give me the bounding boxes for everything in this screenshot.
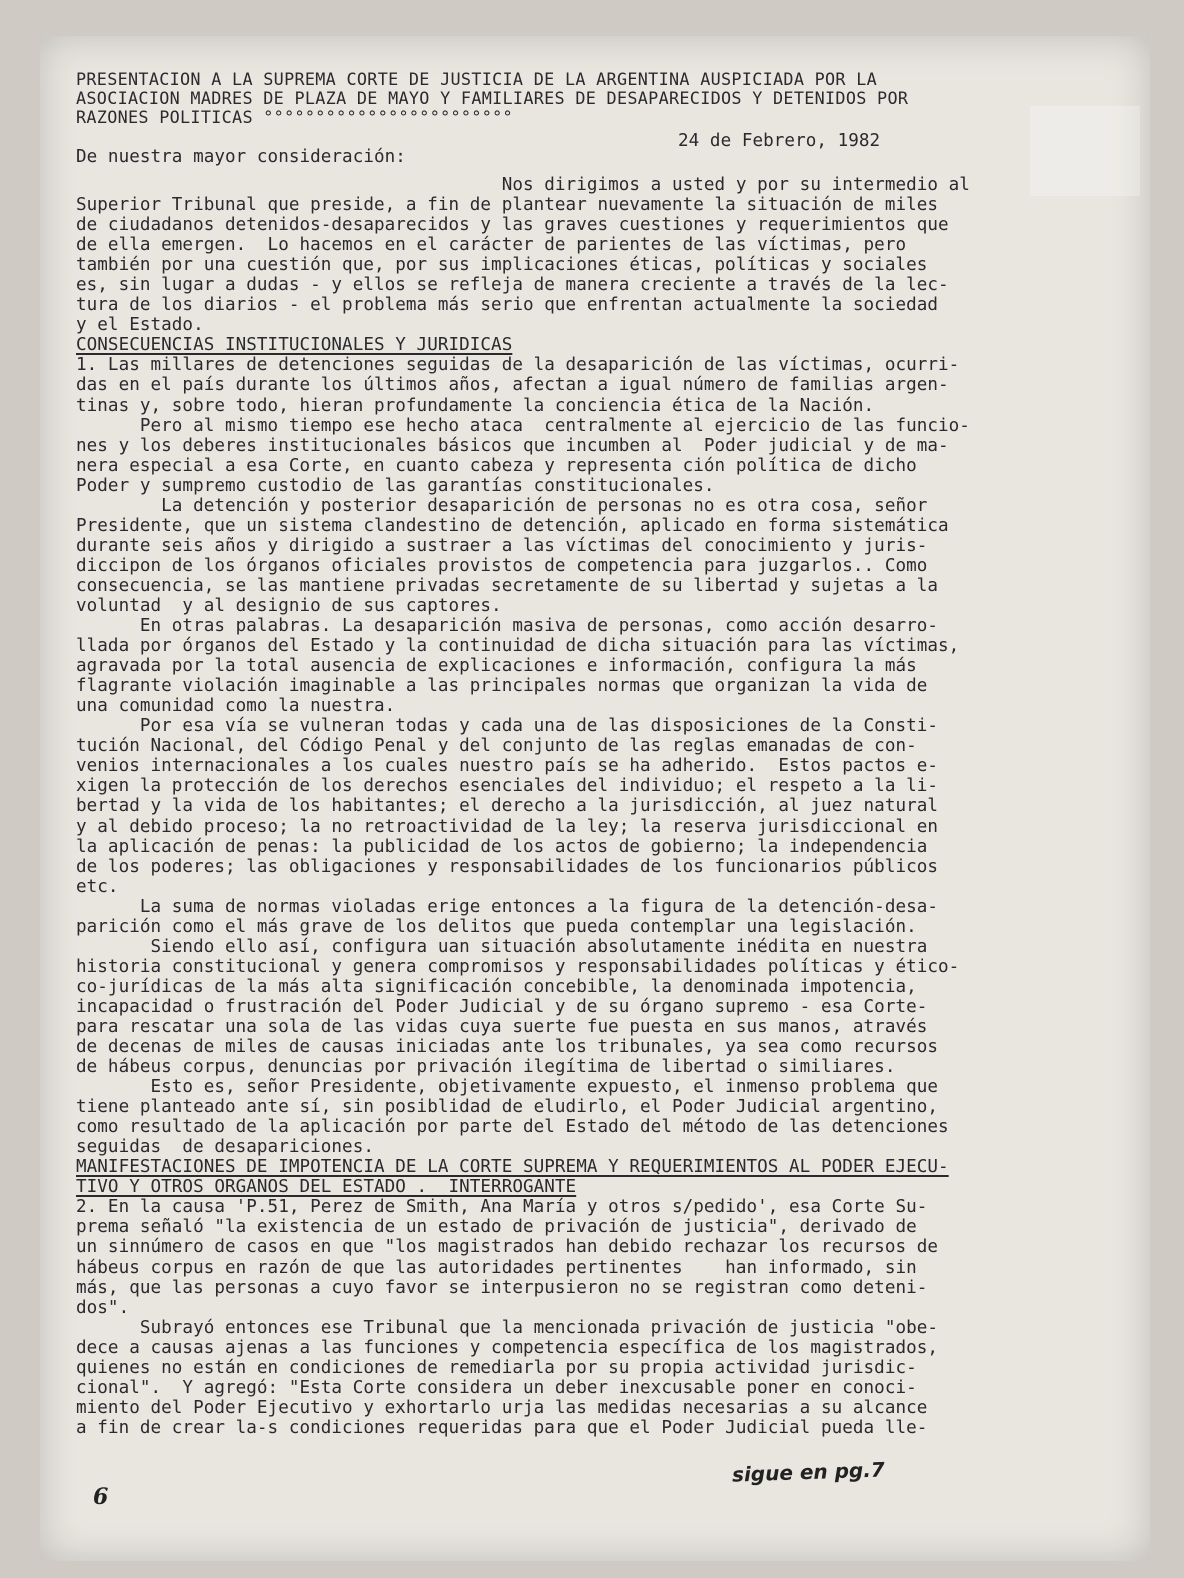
body-line: incapacidad o frustración del Poder Judicial y de su órgano supremo - esa Corte- <box>76 996 928 1017</box>
body-line: flagrante violación imaginable a las principales normas que organizan la vida de <box>76 676 928 697</box>
body-line: como resultado de la aplicación por parte del Estado del método de las detenciones <box>76 1117 949 1138</box>
body-line: un sinnúmero de casos en que "los magistrados han debido rechazar los recursos de <box>76 1237 939 1258</box>
body-line: Pero al mismo tiempo ese hecho ataca centralmente al ejercicio de las funcio- <box>76 415 970 436</box>
body-line: a fin de crear la-s condiciones requeridas para que el Poder Judicial pueda lle- <box>76 1417 928 1438</box>
body-line: hábeus corpus en razón de que las autoridades pertinentes han informado, sin <box>76 1257 917 1278</box>
body-line: dece a causas ajenas a las funciones y competencia específica de los magistrados, <box>76 1337 939 1358</box>
body-line: tiene planteado ante sí, sin posiblidad de eludirlo, el Poder Judicial argentino, <box>76 1097 939 1118</box>
body-line: miento del Poder Ejecutivo y exhortarlo urja las medidas necesarias a su alcance <box>76 1397 928 1418</box>
letter-salutation: De nuestra mayor consideración: <box>76 147 406 167</box>
body-line: co-jurídicas de la más alta significación concebible, la denominada impotencia, <box>76 976 917 997</box>
body-line: una comunidad como la nuestra. <box>76 696 396 717</box>
body-line: de ella emergen. Lo hacemos en el carácter de parientes de las víctimas, pero <box>76 235 907 256</box>
body-line: la aplicación de penas: la publicidad de los actos de gobierno; la independencia <box>76 836 928 857</box>
body-line: agravada por la total ausencia de explicaciones e información, configura la más <box>76 656 917 677</box>
body-line: tura de los diarios - el problema más serio que enfrentan actualmente la sociedad <box>76 295 939 316</box>
body-line: de hábeus corpus, denuncias por privación ilegítima de libertad o similiares. <box>76 1057 896 1078</box>
body-line: prema señaló "la existencia de un estado de privación de justicia", derivado de <box>76 1217 917 1238</box>
header-line: PRESENTACION A LA SUPREMA CORTE DE JUSTICIA DE LA ARGENTINA AUSPICIADA POR LA <box>76 69 878 89</box>
body-line: historia constitucional y genera compromisos y responsabilidades políticas y ético- <box>76 956 960 977</box>
body-line: durante seis años y dirigido a sustraer a las víctimas del conocimiento y juris- <box>76 535 928 556</box>
body-line: consecuencia, se las mantiene privadas secretamente de su libertad y sujetas a la <box>76 575 939 596</box>
body-line: La detención y posterior desaparición de personas no es otra cosa, señor <box>76 495 928 516</box>
document-content <box>76 70 1096 1438</box>
body-line: parición como el más grave de los delitos que pueda contemplar una legislación. <box>76 916 917 937</box>
header-line: ASOCIACION MADRES DE PLAZA DE MAYO Y FAMILIARES DE DESAPARECIDOS Y DETENIDOS POR <box>76 88 909 108</box>
body-line: de ciudadanos detenidos-desaparecidos y las graves cuestiones y requerimientos que <box>76 215 949 236</box>
body-line: etc. <box>76 876 119 897</box>
body-line: de los poderes; las obligaciones y responsabilidades de los funcionarios públicos <box>76 856 939 877</box>
body-line: y al debido proceso; la no retroactividad de la ley; la reserva jurisdiccional en <box>76 816 939 837</box>
section-heading: TIVO Y OTROS ORGANOS DEL ESTADO . INTERROGANTE <box>76 1177 577 1198</box>
letter-date: 24 de Febrero, 1982 <box>678 131 881 151</box>
page-number: 6 <box>93 1484 109 1510</box>
body-line: tución Nacional, del Código Penal y del conjunto de las reglas emanadas de con- <box>76 736 917 757</box>
handwritten-continue-note: sigue en pg.7 <box>731 1457 886 1487</box>
section-heading: MANIFESTACIONES DE IMPOTENCIA DE LA CORTE SUPREMA Y REQUERIMIENTOS AL PODER EJECU- <box>76 1157 949 1178</box>
body-line: dos". <box>76 1297 130 1318</box>
body-line: bertad y la vida de los habitantes; el derecho a la jurisdicción, al juez natural <box>76 796 939 817</box>
body-line: también por una cuestión que, por sus implicaciones éticas, políticas y sociales <box>76 255 928 276</box>
body-line: Siendo ello así, configura uan situación absolutamente inédita en nuestra <box>76 936 928 957</box>
body-line: xigen la protección de los derechos esenciales del individuo; el respeto a la li- <box>76 776 939 797</box>
body-line: llada por órganos del Estado y la continuidad de dicha situación para las víctimas, <box>76 636 960 657</box>
body-line: quienes no están en condiciones de remediarla por su propia actividad jurisdic- <box>76 1357 917 1378</box>
body-line: es, sin lugar a dudas - y ellos se refleja de manera creciente a través de la lec- <box>76 275 949 296</box>
body-line: nes y los deberes institucionales básicos que incumben al Poder judicial y de ma- <box>76 435 949 456</box>
body-line: Superior Tribunal que preside, a fin de plantear nuevamente la situación de miles <box>76 195 939 216</box>
body-line: para rescatar una sola de las vidas cuya suerte fue puesta en sus manos, através <box>76 1016 928 1037</box>
body-line: Por esa vía se vulneran todas y cada una de las disposiciones de la Consti- <box>76 716 939 737</box>
body-line: diccipon de los órganos oficiales provistos de competencia para juzgarlos.. Como <box>76 555 928 576</box>
section-heading: CONSECUENCIAS INSTITUCIONALES Y JURIDICAS <box>76 335 513 356</box>
body-line: Nos dirigimos a usted y por su intermedio al <box>76 175 970 195</box>
letter-body <box>76 175 1096 1438</box>
body-line: nera especial a esa Corte, en cuanto cabeza y representa ción política de dicho <box>76 455 917 476</box>
body-line: Poder y sumpremo custodio de las garantías constitucionales. <box>76 475 715 496</box>
header-line: RAZONES POLITICAS °°°°°°°°°°°°°°°°°°°°°°°° <box>76 107 513 127</box>
body-line: 1. Las millares de detenciones seguidas de la desaparición de las víctimas, ocurri- <box>76 355 960 376</box>
body-line: Presidente, que un sistema clandestino de detención, aplicado en forma sistemática <box>76 515 949 536</box>
body-line: más, que las personas a cuyo favor se interpusieron no se registran como deteni- <box>76 1277 928 1298</box>
body-line: Subrayó entonces ese Tribunal que la mencionada privación de justicia "obe- <box>76 1317 939 1338</box>
document-header <box>76 70 1096 127</box>
body-line: y el Estado. <box>76 315 204 336</box>
body-line: seguidas de desapariciones. <box>76 1137 374 1158</box>
body-line: venios internacionales a los cuales nuestro país se ha adherido. Estos pactos e- <box>76 756 939 777</box>
body-line: Esto es, señor Presidente, objetivamente expuesto, el inmenso problema que <box>76 1077 939 1098</box>
body-line: La suma de normas violadas erige entonces a la figura de la detención-desa- <box>76 896 939 917</box>
body-line: 2. En la causa 'P.51, Perez de Smith, Ana María y otros s/pedido', esa Corte Su- <box>76 1197 928 1218</box>
body-line: das en el país durante los últimos años, afectan a igual número de familias argen- <box>76 375 949 396</box>
body-line: cional". Y agregó: "Esta Corte considera un deber inexcusable poner en conoci- <box>76 1377 917 1398</box>
body-line: En otras palabras. La desaparición masiva de personas, como acción desarro- <box>76 616 939 637</box>
body-line: voluntad y al designio de sus captores. <box>76 595 502 616</box>
body-line: tinas y, sobre todo, hieran profundamente la conciencia ética de la Nación. <box>76 395 875 416</box>
body-line: de decenas de miles de causas iniciadas ante los tribunales, ya sea como recursos <box>76 1037 939 1058</box>
